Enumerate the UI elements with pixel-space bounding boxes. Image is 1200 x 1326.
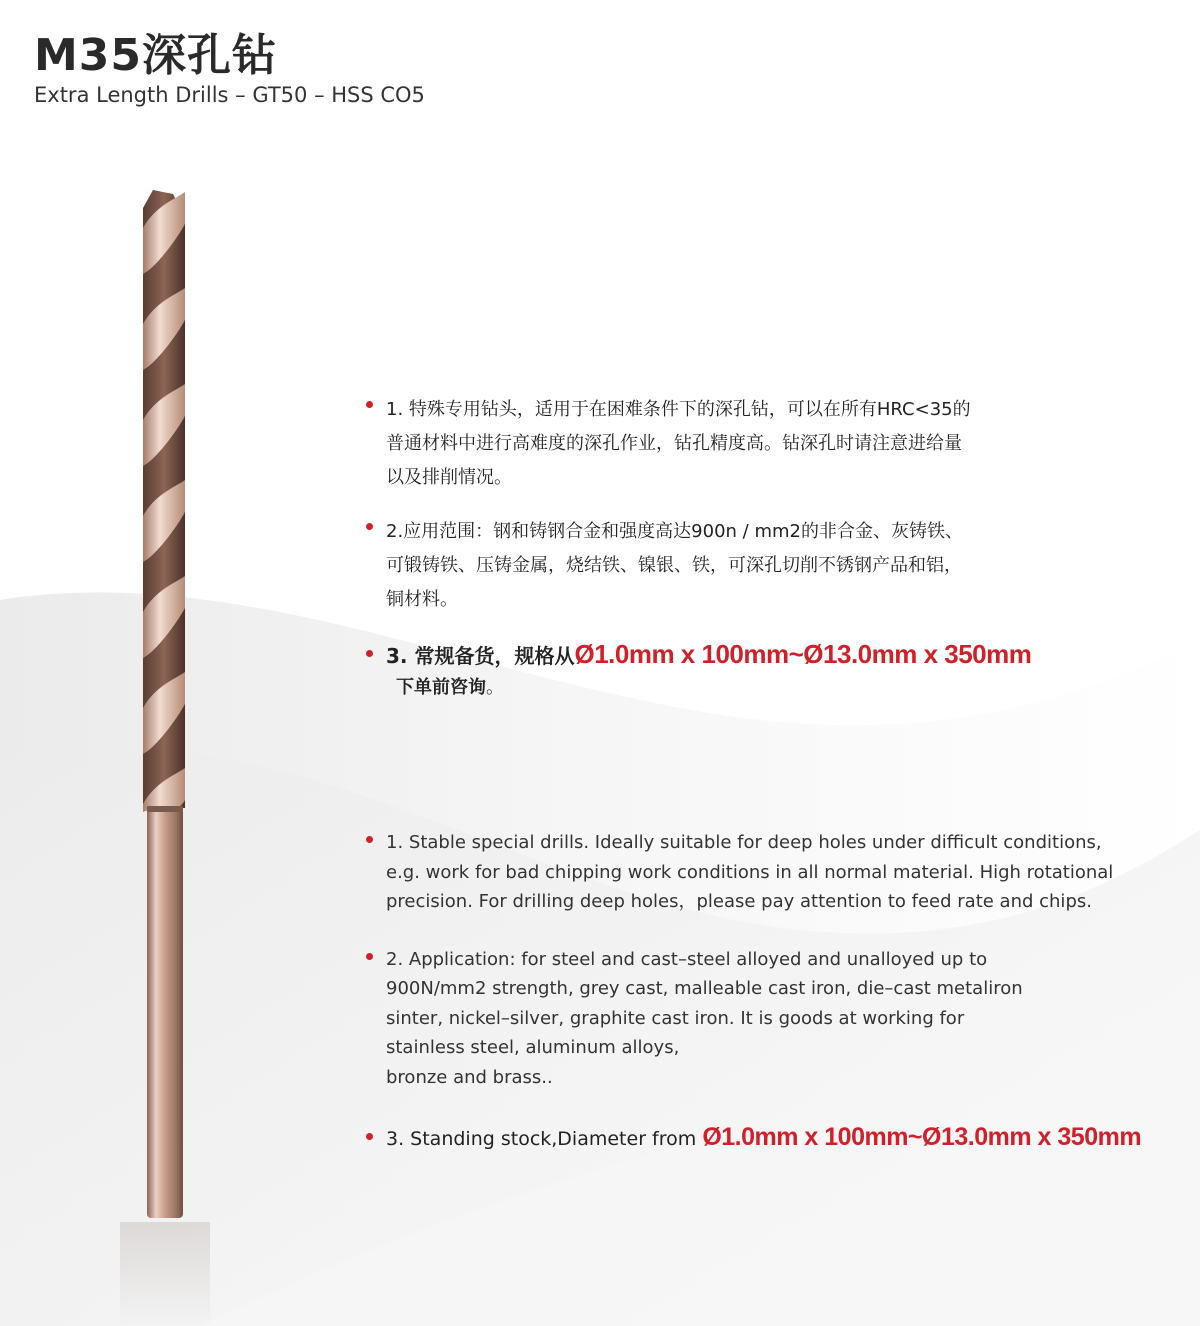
cn-stock-note-end: 。 bbox=[486, 677, 504, 698]
cn-features bbox=[366, 393, 1126, 703]
bullet-icon bbox=[366, 401, 373, 408]
en-item-3 bbox=[366, 1120, 1166, 1156]
cn-item-2-line-3: 铜材料。 bbox=[386, 589, 458, 610]
bullet-icon bbox=[366, 523, 373, 530]
drill-reflection bbox=[120, 1222, 210, 1326]
en-item-1-line-3: precision. For drilling deep holes，please pay attention to feed rate and chips. bbox=[386, 891, 1092, 912]
cn-stock-note: 下单前咨询 bbox=[396, 677, 486, 698]
en-item-2-line-5: bronze and brass.. bbox=[386, 1066, 553, 1088]
en-item-1-line-1: 1. Stable special drills. Ideally suitable for deep holes under difficult conditions, bbox=[386, 832, 1102, 853]
en-item-2 bbox=[366, 945, 1166, 1093]
cn-stock-range: Ø1.0mm x 100mm~Ø13.0mm x 350mm bbox=[574, 639, 1032, 669]
page-title: M35深孔钻 bbox=[34, 30, 278, 81]
cn-item-1-line-2: 普通材料中进行高难度的深孔作业，钻孔精度高。钻深孔时请注意进给量 bbox=[386, 433, 962, 454]
en-item-1 bbox=[366, 828, 1166, 917]
cn-item-2-line-2: 可锻铸铁、压铸金属，烧结铁、镍银、铁，可深孔切削不锈钢产品和铝， bbox=[386, 555, 962, 576]
drill-bit-image bbox=[125, 188, 205, 1228]
en-item-2-line-3: sinter, nickel–silver, graphite cast iron. It is goods at working for bbox=[386, 1007, 965, 1029]
bullet-icon bbox=[366, 1133, 373, 1140]
page-header bbox=[34, 28, 425, 108]
cn-item-1-line-1: 1. 特殊专用钻头，适用于在困难条件下的深孔钻，可以在所有HRC<35的 bbox=[386, 399, 971, 420]
cn-item-2-line-1: 2.应用范围：钢和铸钢合金和强度高达900n / mm2的非合金、灰铸铁、 bbox=[386, 521, 963, 542]
cn-item-1 bbox=[366, 393, 1126, 495]
cn-item-2 bbox=[366, 515, 1126, 617]
bullet-icon bbox=[366, 650, 373, 657]
en-item-2-line-2: 900N/mm2 strength, grey cast, malleable cast iron, die–cast metaliron bbox=[386, 978, 1023, 999]
en-stock-label: 3. Standing stock,Diameter from bbox=[386, 1128, 703, 1150]
cn-stock-label: 3. 常规备货，规格从 bbox=[386, 644, 575, 668]
cn-item-1-line-3: 以及排削情况。 bbox=[386, 467, 512, 488]
en-item-2-line-1: 2. Application: for steel and cast–steel alloyed and unalloyed up to bbox=[386, 948, 988, 970]
cn-item-3 bbox=[366, 637, 1126, 703]
bullet-icon bbox=[366, 953, 373, 960]
en-stock-range: Ø1.0mm x 100mm~Ø13.0mm x 350mm bbox=[702, 1123, 1142, 1151]
bullet-icon bbox=[366, 836, 373, 843]
en-features bbox=[366, 828, 1166, 1156]
page-subtitle: Extra Length Drills – GT50 – HSS CO5 bbox=[34, 83, 425, 107]
en-item-1-line-2: e.g. work for bad chipping work conditions in all normal material. High rotational bbox=[386, 861, 1114, 883]
en-item-2-line-4: stainless steel, aluminum alloys, bbox=[386, 1037, 680, 1058]
